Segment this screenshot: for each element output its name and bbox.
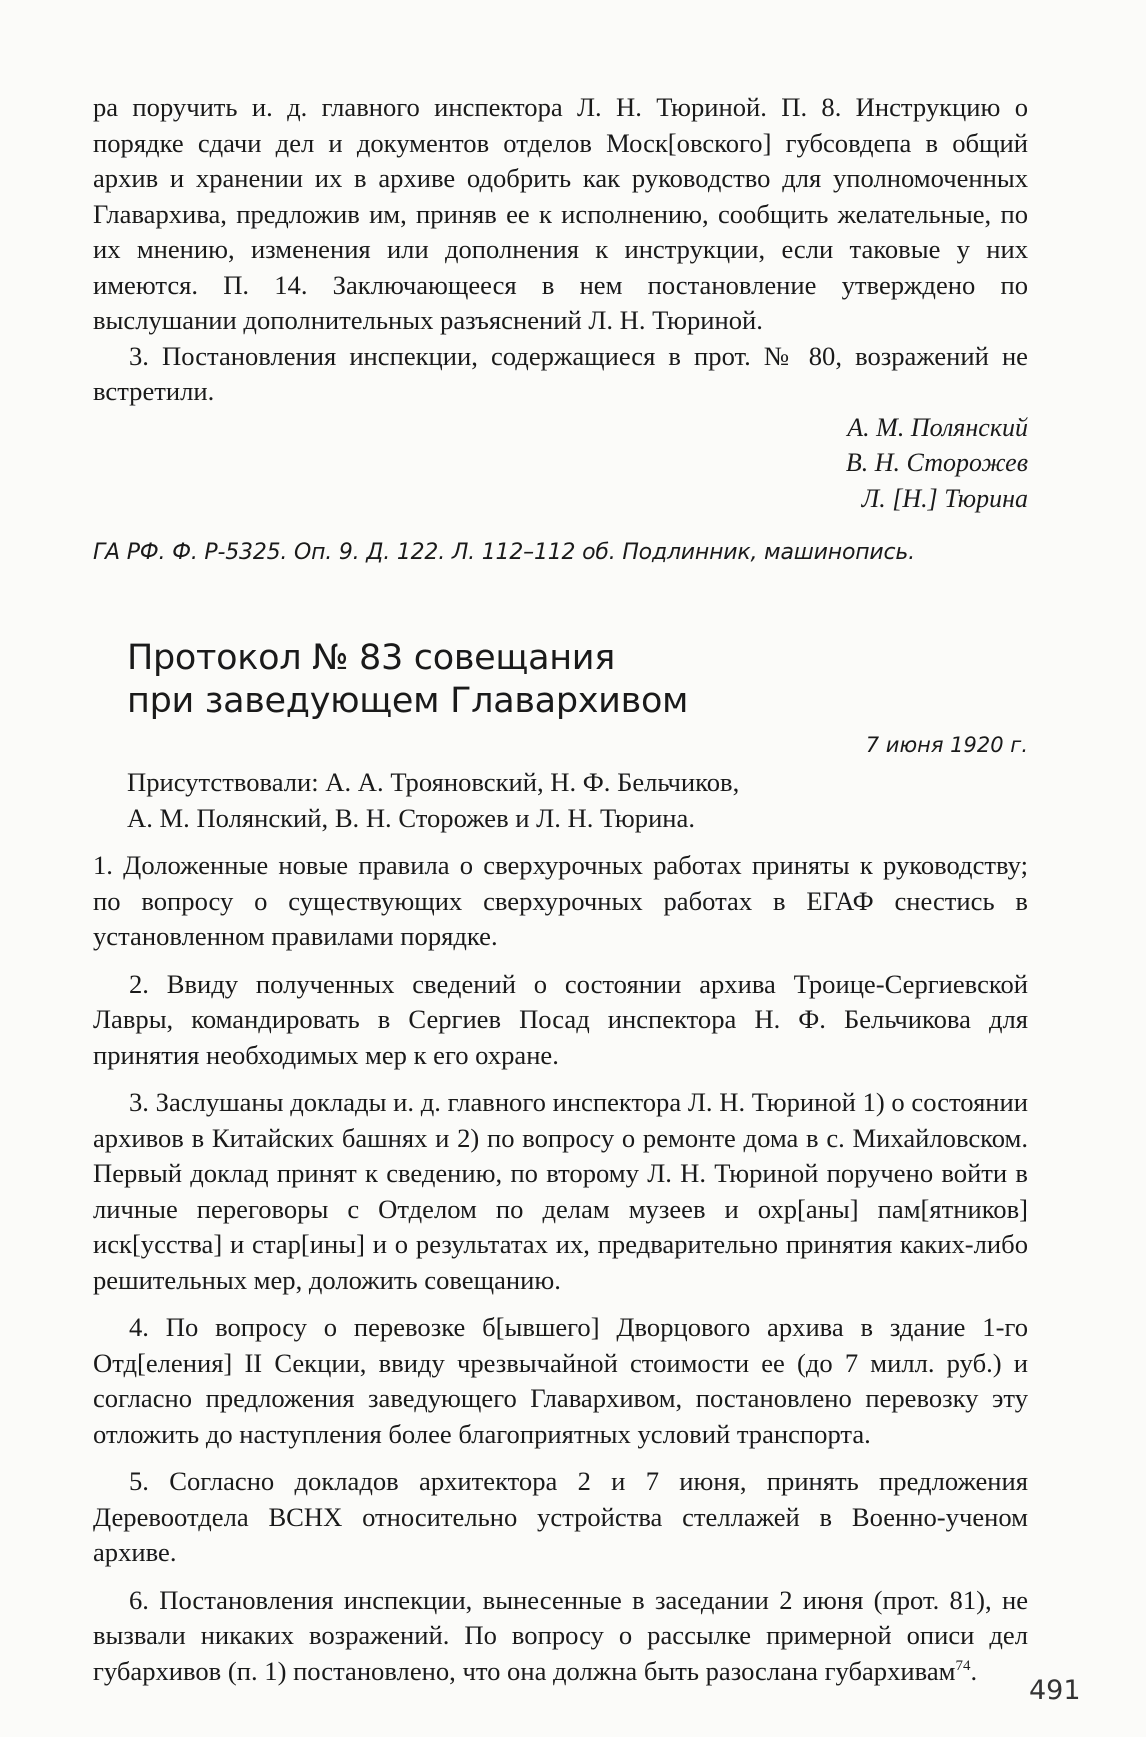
heading-line-2: при заведующем Главархивом [127,681,689,721]
item-2: 2. Ввиду полученных сведений о состоянии архива Троице-Сергиевской Лавры, командировать в Сергиев Посад инспектора Н. Ф. Бельчикова для принятия необходимых мер к его охране. [93,968,1028,1070]
item-1: 1. Доложенные новые правила о сверхурочных работах приняты к руководству; по вопросу о существующих сверхурочных работах в ЕГАФ снестись в установленном правилами порядке. [93,850,1028,951]
item-6: 6. Постановления инспекции, вынесенные в заседании 2 июня (прот. 81), не вызвали никаких возражений. По вопросу о рассылке примерной описи дел губархивов (п. 1) постановлено, что она должна быть разослана губархивам$^{74}$. [93,1584,1028,1686]
item-5: 5. Согласно докладов архитектора 2 и 7 июня, принять предложения Деревоотдела ВСНХ относительно устройства стеллажей в Военно-ученом архиве. [93,1466,1028,1567]
attendees-line-2: А. М. Полянский, В. Н. Сторожев и Л. Н. Тюрина. [127,802,695,833]
page-body [93,90,1028,1689]
signature-2: В. Н. Сторожев [845,448,1028,477]
item-6-text: 6. Постановления инспекции, вынесенные в заседании 2 июня (прот. 81), не вызвали никаких возражений. По вопросу о рассылке примерной описи дел губархивов (п. 1) постановлено, что она должна быть разослана губархивам [93,1584,1028,1686]
section-heading [127,637,1028,723]
page-number: 491 [1029,1675,1081,1706]
item-3: 3. Заслушаны доклады и. д. главного инспектора Л. Н. Тюриной 1) о состоянии архивов в Китайских башнях и 2) по вопросу о ремонте дома в с. Михайловском. Первый доклад принят к сведению, по второму Л. Н. Тюриной поручено войти в личные переговоры с Отделом по делам музеев и охр[аны] пам[ятников] иск[усства] и стар[ины] и о результатах их, предварительно принятия каких-либо решительных мер, доложить совещанию. [93,1087,1028,1295]
archive-reference: ГА РФ. Ф. Р-5325. Оп. 9. Д. 122. Л. 112–112 об. Подлинник, машинопись. [93,540,915,565]
inspection-resolution-paragraph: 3. Постановления инспекции, содержащиеся в прот. № 80, возражений не встретили. [93,340,1028,406]
signature-1: А. М. Полянский [847,412,1028,442]
attendees [127,765,1028,836]
attendees-line-1: Присутствовали: А. А. Трояновский, Н. Ф. Бельчиков, [127,767,740,797]
heading-line-1: Протокол № 83 совещания [127,638,616,678]
signature-3: Л. [Н.] Тюрина [861,483,1028,513]
protocol-date: 7 июня 1920 г. [865,733,1028,757]
item-4: 4. По вопросу о перевозке б[ывшего] Дворцового архива в здание 1-го Отд[еления] II Секции, ввиду чрезвычайной стоимости ее (до 7 милл. руб.) и согласно предложения заведующего Главархивом, постановлено перевозку эту отложить до наступления более благоприятных условий транспорта. [93,1312,1028,1449]
footnote-mark: 74 [955,1657,971,1674]
continuation-paragraph: ра поручить и. д. главного инспектора Л. Н. Тюриной. П. 8. Инструкцию о порядке сдачи дел и документов отделов Моск[овского] губсовдепа в общий архив и хранении их в архиве одобрить как руководство для уполномоченных Главархива, предложив им, приняв ее к исполнению, сообщить желательные, по их мнению, изменения или дополнения к инструкции, если таковые у них имеются. П. 14. Заключающееся в нем постановление утверждено по выслушании дополнительных разъяснений Л. Н. Тюриной. [93,92,1028,335]
